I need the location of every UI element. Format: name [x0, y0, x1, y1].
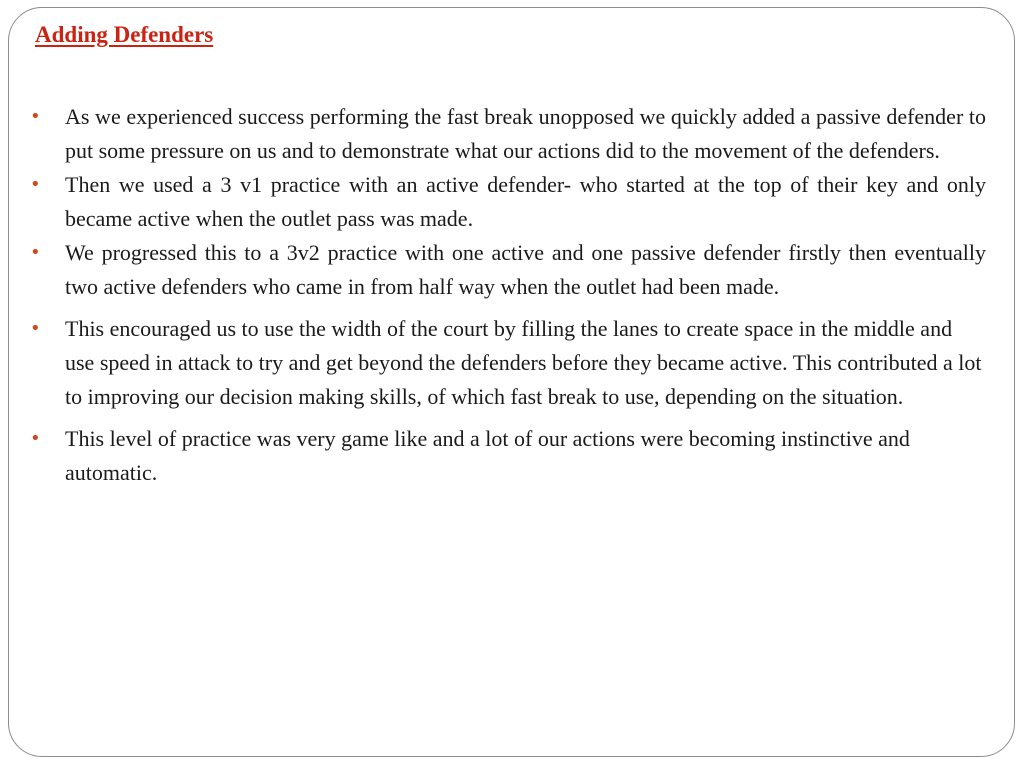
- bullet-dot-icon: •: [30, 242, 41, 263]
- bullet-text: This encouraged us to use the width of the court by filling the lanes to create space in the middle and use speed in attack to try and get beyond the defenders before they became active. This contributed a lot to improving our decision making skills, of which fast break to use, depending on the situation.: [65, 316, 982, 409]
- slide-title: Adding Defenders: [35, 22, 214, 47]
- bullet-text: We progressed this to a 3v2 practice with one active and one passive defender firstly then eventually two active defenders who came in from half way when the outlet had been made.: [65, 240, 986, 299]
- bullet-item: [30, 100, 986, 168]
- bullet-text: Then we used a 3 v1 practice with an active defender- who started at the top of their key and only became active when the outlet pass was made.: [65, 172, 986, 231]
- bullet-dot-icon: •: [30, 318, 41, 339]
- bullet-list: [30, 100, 986, 490]
- bullet-item: [30, 312, 986, 414]
- bullet-text: This level of practice was very game like and a lot of our actions were becoming instinctive and automatic.: [65, 426, 910, 485]
- bullet-item: [30, 422, 986, 490]
- bullet-dot-icon: •: [30, 106, 41, 127]
- bullet-dot-icon: •: [30, 174, 41, 195]
- bullet-item: [30, 236, 986, 304]
- bullet-item: [30, 168, 986, 236]
- bullet-text: As we experienced success performing the fast break unopposed we quickly added a passive defender to put some pressure on us and to demonstrate what our actions did to the movement of the defenders.: [65, 104, 986, 163]
- bullet-dot-icon: •: [30, 428, 41, 449]
- slide-frame: [8, 7, 1015, 757]
